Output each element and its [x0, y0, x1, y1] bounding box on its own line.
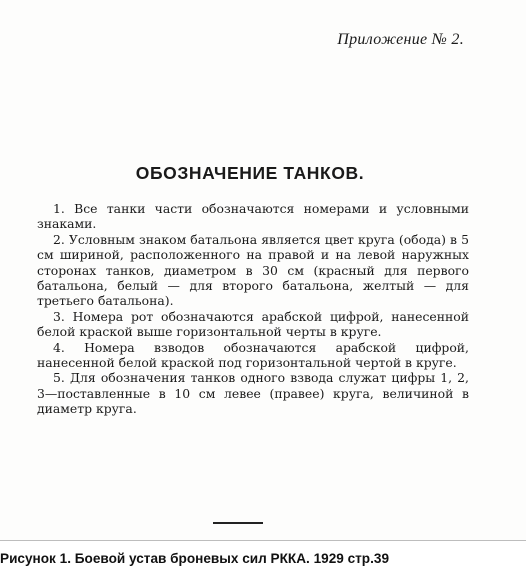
paragraph-3: 3. Номера рот обозначаются арабской цифрой, нанесенной белой краской выше горизонтальной черты в круге. — [37, 308, 469, 340]
paragraph-2: 2. Условным знаком батальона является цвет круга (обода) в 5 см шириной, расположенного на правой и на левой наружных сторонах танков, диаметром в 30 см (красный для первого батальона, белый — для второго батальона, желтый — для третьего батальона). — [37, 231, 469, 309]
caption-divider — [0, 540, 526, 541]
paragraph-5: 5. Для обозначения танков одного взвода служат цифры 1, 2, 3—поставленные в 10 см левее (правее) круга, величиной в диаметр круга. — [37, 370, 469, 417]
page-title: ОБОЗНАЧЕНИЕ ТАНКОВ. — [135, 163, 365, 183]
appendix-label: Приложение № 2. — [337, 31, 464, 48]
body-text — [37, 201, 469, 417]
figure-caption: Рисунок 1. Боевой устав броневых сил РККА. 1929 стр.39 — [0, 551, 390, 566]
end-rule — [213, 522, 263, 524]
paragraph-4: 4. Номера взводов обозначаются арабской цифрой, нанесенной белой краской под горизонтальной чертой в круге. — [37, 339, 469, 371]
paragraph-1: 1. Все танки части обозначаются номерами и условными знаками. — [37, 201, 469, 232]
